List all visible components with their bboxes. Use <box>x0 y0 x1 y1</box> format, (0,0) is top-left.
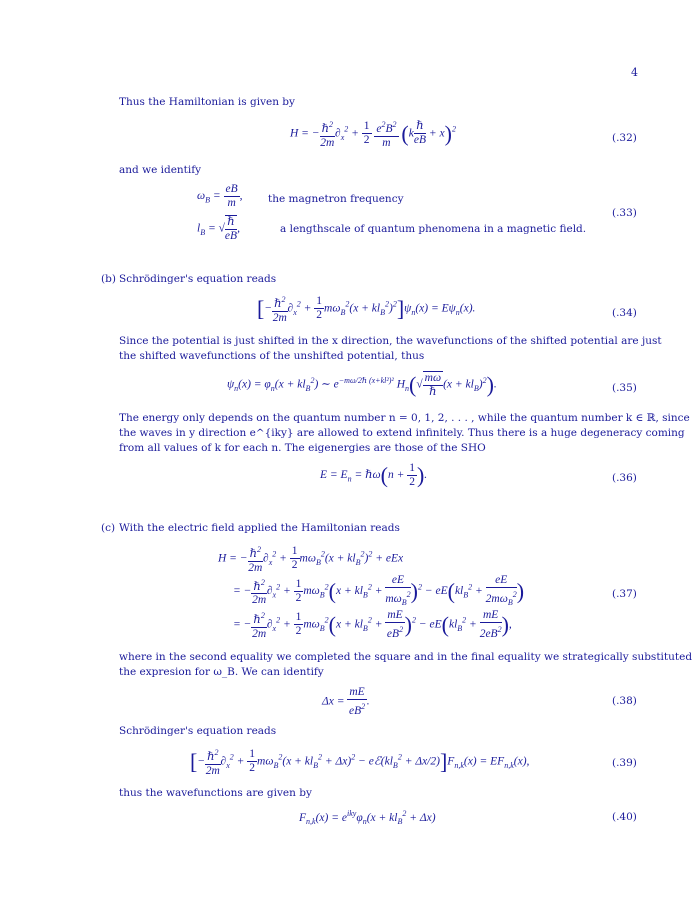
paragraph-3-line-2: the shifted wavefunctions of the unshifted potential, thus <box>119 350 425 362</box>
paragraph-6: Schrödinger's equation reads <box>119 725 277 737</box>
equation-number-33: (.33) <box>612 207 637 219</box>
part-c-label: (c) <box>101 522 116 534</box>
equation-35: $\psi_n(x) = \varphi_n(x + kl_B^2)$ ∼ $e^{-m\omega/2\hbar (x+kl^2)^2}$ $H_n(√$ $\frac{m\omega}{\text{ℏ}}$ $(x + kl_B)^2$). <box>227 372 497 398</box>
part-c-intro: With the electric field applied the Hamiltonian reads <box>119 522 400 534</box>
paragraph-4-line-1: The energy only depends on the quantum number n = 0, 1, 2, . . . , while the quantum number k ∈ ℝ, since <box>119 412 690 424</box>
paragraph-3-line-1: Since the potential is just shifted in the x direction, the wavefunctions of the shifted potential are just <box>119 335 662 347</box>
equation-number-34: (.34) <box>612 307 637 319</box>
equation-33-lb: $l_B$ = √ $\frac{\text{ℏ}}{eB}$ , <box>197 216 240 242</box>
paragraph-2: and we identify <box>119 164 202 176</box>
lb-description: a lengthscale of quantum phenomena in a magnetic field. <box>280 223 587 235</box>
paragraph-5-line-2: the expresion for ω_B. We can identify <box>119 666 324 678</box>
equation-37-line-1: H = − $\frac{\hbar^2}{2m}$ $\partial_x^2$ + $\frac{1}{2}$ $m\omega_B^2(x + kl_B^2)^2$ + eEx <box>218 545 404 574</box>
part-b-intro: Schrödinger's equation reads <box>119 273 277 285</box>
page-number: 4 <box>631 66 638 79</box>
equation-number-35: (.35) <box>612 382 637 394</box>
equation-33-omega: $\omega_B$ = $\frac{eB}{m}$ , <box>197 183 243 209</box>
paragraph-5-line-1: where in the second equality we completed the square and in the final equality we strategically substituted <box>119 651 693 663</box>
paragraph-1: Thus the Hamiltonian is given by <box>119 96 295 108</box>
part-b-label: (b) <box>101 273 116 285</box>
equation-number-37: (.37) <box>612 588 637 600</box>
equation-34: [− $\frac{\hbar^2}{2m}$ $\partial_x^2$ + $\frac{1}{2}$ $m\omega_B^2(x + kl_B^2)^2]\psi_n(x) = E\psi_n(x)$. <box>257 295 476 324</box>
equation-37-line-2: = − $\frac{\hbar^2}{2m}$ $\partial_x^2$ + $\frac{1}{2}$ $m\omega_B^2(x + kl_B^2$ + $\frac{eE}{m\omega_B^2}$ )$^2 - eE(kl_B^2$ + $\frac{eE}{2m\omega_B^2}$ ) <box>233 574 525 608</box>
equation-36: $E = E_n$ = ℏω(n + $\frac{1}{2}$ ). <box>320 462 428 488</box>
equation-38: Δx = $\frac{mE}{eB^2}$ . <box>322 686 370 717</box>
equation-39: [− $\frac{\hbar^2}{2m}$ $\partial_x^2$ + $\frac{1}{2}$ $m\omega_B^2(x + kl_B^2 + \Delta x)^2$ − $eℰ(kl_B^2 + \Delta x/2)]F_{n,k}(x) = EF_{n,k}(x)$, <box>190 748 530 777</box>
equation-number-36: (.36) <box>612 472 637 484</box>
equation-32: H = − $\frac{\hbar^2}{2m}$ $\partial_x^2$ + $\frac{1}{2}$ $\frac{e^2B^2}{m}$ (k $\frac{\text{ℏ}}{eB}$ + x)$^2$ <box>290 120 456 149</box>
paragraph-7: thus the wavefunctions are given by <box>119 787 312 799</box>
equation-number-40: (.40) <box>612 811 637 823</box>
equation-40: $F_{n,k}(x) = e^{iky}\varphi_n(x + kl_B^2 + \Delta x)$ <box>299 809 436 827</box>
paragraph-4-line-2: the waves in y direction e^{iky} are allowed to extend infinitely. Thus there is a huge degeneracy coming <box>119 427 685 439</box>
paragraph-4-line-3: from all values of k for each n. The eigenergies are those of the SHO <box>119 442 486 454</box>
equation-37-line-3: = − $\frac{\hbar^2}{2m}$ $\partial_x^2$ + $\frac{1}{2}$ $m\omega_B^2(x + kl_B^2$ + $\frac{mE}{eB^2}$ )$^2 - eE(kl_B^2$ + $\frac{mE}{2eB^2}$ ), <box>233 609 512 640</box>
equation-number-38: (.38) <box>612 695 637 707</box>
omega-description: the magnetron frequency <box>268 193 404 205</box>
equation-number-39: (.39) <box>612 757 637 769</box>
equation-number-32: (.32) <box>612 132 637 144</box>
